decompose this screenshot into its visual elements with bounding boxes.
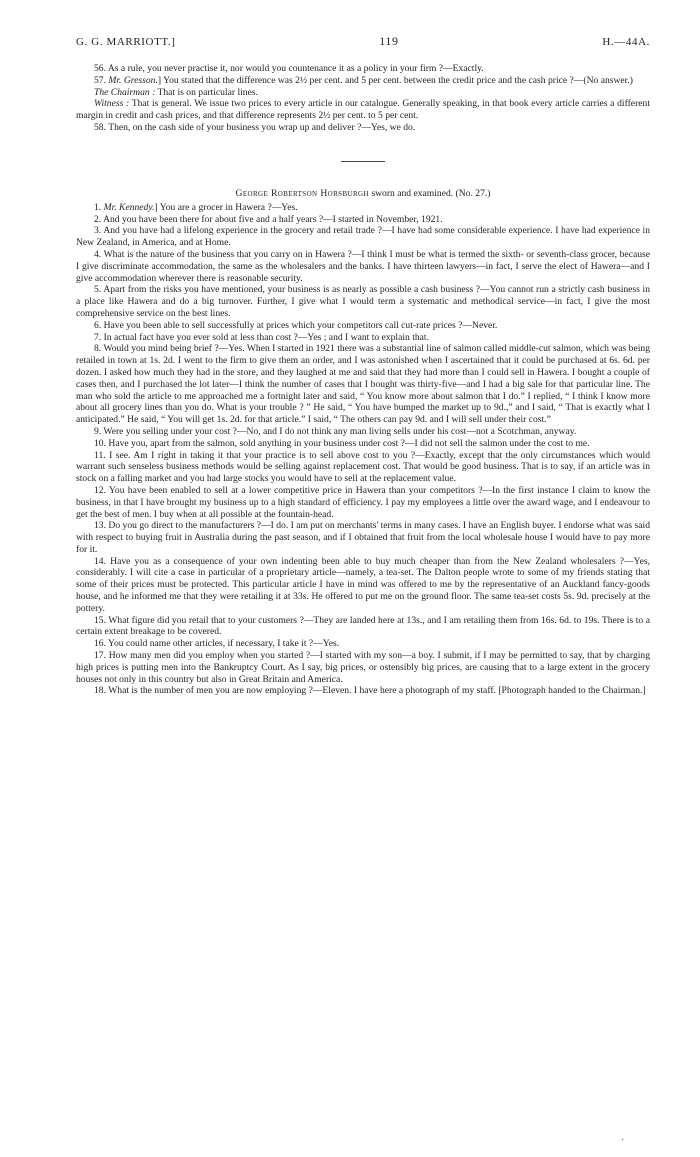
header-right: H.—44A. <box>602 36 650 48</box>
paragraph-witness: Witness : That is general. We issue two prices to every article in our catalogue. Generally speaking, in that book every article carries a different margin in credit and cash prices, and that difference represents 2½ per cent. to 5 per cent. <box>76 98 650 122</box>
page-number: 119 <box>379 34 399 48</box>
paragraph-10: 10. Have you, apart from the salmon, sold anything in your business under cost ?—I did not sell the salmon under the cost to me. <box>94 437 590 449</box>
section-divider <box>341 161 385 162</box>
witness-heading: George Robertson Horsburgh sworn and examined. (No. 27.) <box>235 187 491 199</box>
paragraph-12: 12. You have been enabled to sell at a lower competitive price in Hawera than your competitors ?—In the first instance I claim to know the business, in that I have brought my business up to a high standard of efficiency. I pay my employees a little over the award wage, and I endeavour to get the best of men. I buy when at all possible at the fountain-head. <box>76 484 650 520</box>
paragraph-11: 11. I see. Am I right in taking it that your practice is to sell above cost to you ?—Exactly, except that the only circumstances which would warrant such senseless business methods would be selling against replacement cost. That would be good business. That is to say, if an article was in stock on a falling market and you had large stocks you would have to sell at the replacement value. <box>76 449 650 485</box>
paragraph-3: 3. And you have had a lifelong experience in the grocery and retail trade ?—I have had some considerable experience. I have had experience in New Zealand, in America, and at Home. <box>76 225 650 249</box>
paragraph-2: 2. And you have been there for about five and a half years ?—I started in November, 1921. <box>94 213 443 225</box>
paragraph-chairman: The Chairman : That is on particular lines. <box>94 86 258 98</box>
paragraph-17: 17. How many men did you employ when you started ?—I started with my son—a boy. I submit, if I may be permitted to say, that by charging high prices is putting men into the Bankruptcy Court. As I say, big prices, or ostensibly big prices, are causing that to a large extent in the grocery houses not only in this country but also in Great Britain and America. <box>76 650 650 685</box>
paragraph-6: 6. Have you been able to sell successfully at prices which your competitors call cut-rate prices ?—Never. <box>94 319 498 331</box>
page-header <box>76 34 650 49</box>
testimony-section <box>76 202 650 697</box>
paragraph-9: 9. Were you selling under your cost ?—No, and I do not think any man living sells under his cost—not a Scotchman, anyway. <box>94 425 577 437</box>
header-left: G. G. MARRIOTT.] <box>76 36 176 48</box>
paragraph-4: 4. What is the nature of the business that you carry on in Hawera ?—I think I must be what is termed the sixth- or seventh-class grocer, because I give discriminate accommodation, the same as the wholesalers and the banks. I have thirteen lawyers—in fact, I serve the elect of Hawera—and I give accommodation wherever there is reasonable security. <box>76 248 650 284</box>
paragraph-16: 16. You could name other articles, if necessary, I take it ?—Yes. <box>94 638 340 650</box>
paragraph-18: 18. What is the number of men you are now employing ?—Eleven. I have here a photograph of my staff. [Photograph handed to the Chairman.] <box>94 685 646 697</box>
paragraph-8: 8. Would you mind being brief ?—Yes. When I started in 1921 there was a substantial line of salmon called middle-cut salmon, which was being retailed in town at 1s. 2d. I went to the firm to give them an order, and I was astonished when I ascertained that it could be purchased at 6s. 6d. per dozen. I asked how much they had in the store, and they laughed at me and said that they had more than I could sell in Hawera. I bought a couple of cases then, and I purchased the lot later—I think the number of cases that I bought was thirty-five—and I had a big sale for that particular line. The man who sold the article to me approached me a fortnight later and said, “ You know more about salmon that I do.” I replied, “ I think I know more about all grocery lines than you do. What is your trouble ? ” He said, “ You have bumped the market up to 9d.,” and I said, “ That is exactly what I anticipated.” He said, “ You will get 1s. 2d. for that article.” I said, “ The others can pay 9d. and I will sell under their cost.” <box>76 343 650 426</box>
paragraph-7: 7. In actual fact have you ever sold at less than cost ?—Yes ; and I want to explain that. <box>94 331 429 343</box>
paragraph-58: 58. Then, on the cash side of your business you wrap up and deliver ?—Yes, we do. <box>94 121 416 133</box>
page-mark: · <box>621 1135 625 1146</box>
paragraph-15: 15. What figure did you retail that to your customers ?—They are landed here at 13s., and I am retailing them from 16s. 6d. to 19s. There is to a certain extent breakage to be covered. <box>76 614 650 638</box>
paragraph-57: 57. Mr. Gresson.] You stated that the difference was 2½ per cent. and 5 per cent. between the credit price and the cash price ?—(No answer.) <box>94 74 633 86</box>
paragraph-14: 14. Have you as a consequence of your own indenting been able to buy much cheaper than from the New Zealand wholesalers ?—Yes, considerably. I will cite a case in particular of a proprietary article—namely, a tea-set. The Dalton people wrote to some of my friends stating that some of their prices must be protected. This particular article I have in mind was offered to me by the representative of an Auckland fancy-goods house, and he informed me that they were retailing it at 33s. He offered to put me on the ground floor. The same tea-set costs 5s. 9d. precisely at the pottery. <box>76 555 650 614</box>
paragraph-1: 1. Mr. Kennedy.] You are a grocer in Hawera ?—Yes. <box>94 201 298 213</box>
paragraph-13: 13. Do you go direct to the manufacturers ?—I do. I am put on merchants' terms in many cases. I have an English buyer. I endorse what was said with respect to buying fruit in Australia during the past season, and if I obtained that fruit from the local wholesale house I would have to pay more for it. <box>76 520 650 555</box>
top-section <box>76 63 650 134</box>
paragraph-56: 56. As a rule, you never practise it, nor would you countenance it as a policy in your firm ?—Exactly. <box>94 63 484 74</box>
paragraph-5: 5. Apart from the risks you have mentioned, your business is as nearly as possible a cash business ?—You cannot run a strictly cash business in a place like Hawera and do a big turnover. Further, I give what I would term a systematic and methodical service—in fact, I give the most comprehensive service on the best lines. <box>76 284 650 319</box>
